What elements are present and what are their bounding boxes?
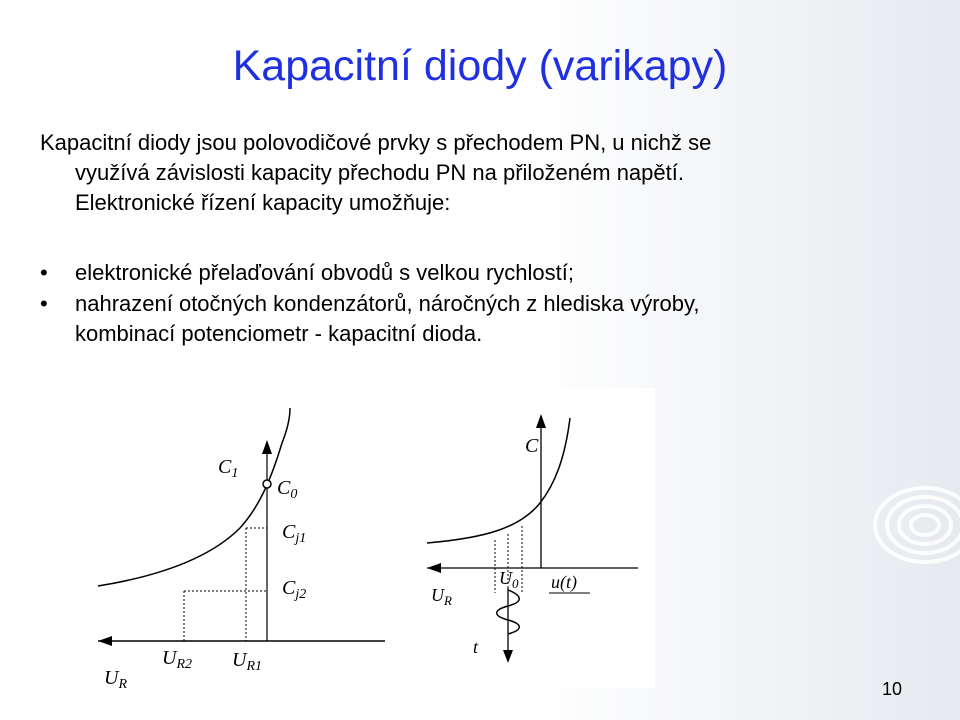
capacitance-voltage-diagram [50,388,390,708]
bullet-list [40,258,940,350]
ripple-decoration [840,460,960,580]
c0-point [263,480,271,488]
ur-label: $U_R$ [104,667,128,692]
page-number: 10 [881,679,903,699]
ur-label: $U_R$ [431,585,452,608]
bullet-text: elektronické přelaďování obvodů s velkou rychlostí; [75,260,575,285]
capacitance-curve [98,408,290,586]
page-title: Kapacitní diody (varikapy) [232,42,728,90]
intro-paragraph [40,128,920,218]
voltage-axis-arrow [98,636,112,646]
c1-label: $C_1$ [218,456,239,481]
capacitance-voltage-svg [50,388,390,708]
c0-label: $C_0$ [277,477,298,502]
ut-label: u(t) [551,572,577,592]
cj1-label: $C_{j1}$ [282,521,307,546]
bullet-text-continuation: kombinací potenciometr - kapacitní dioda. [75,321,483,346]
cj2-label: $C_{j2}$ [282,577,307,602]
capacitance-axis-arrow [536,414,546,428]
capacitance-curve [427,418,570,543]
bullet-item [40,289,940,349]
voltage-axis-arrow [427,563,441,573]
modulation-svg [405,388,655,688]
intro-line-2: využívá závislosti kapacity přechodu PN na přiloženém napětí. [75,160,684,185]
c-label: C [525,435,539,457]
time-axis-arrow [503,650,513,663]
intro-line-3: Elektronické řízení kapacity umožňuje: [75,190,451,215]
t-label: t [473,637,479,657]
bullet-text: nahrazení otočných kondenzátorů, náročných z hlediska výroby, [75,291,700,316]
intro-line-1: Kapacitní diody jsou polovodičové prvky s přechodem PN, u nichž se [40,130,712,155]
guide-lines [184,528,267,641]
ur1-label: $U_{R1}$ [232,649,263,674]
bullet-item [40,258,940,288]
modulation-diagram [405,388,655,688]
capacitance-axis-arrow [262,440,272,454]
u0-label: $U_0$ [499,568,519,591]
ur2-label: $U_{R2}$ [162,647,193,672]
